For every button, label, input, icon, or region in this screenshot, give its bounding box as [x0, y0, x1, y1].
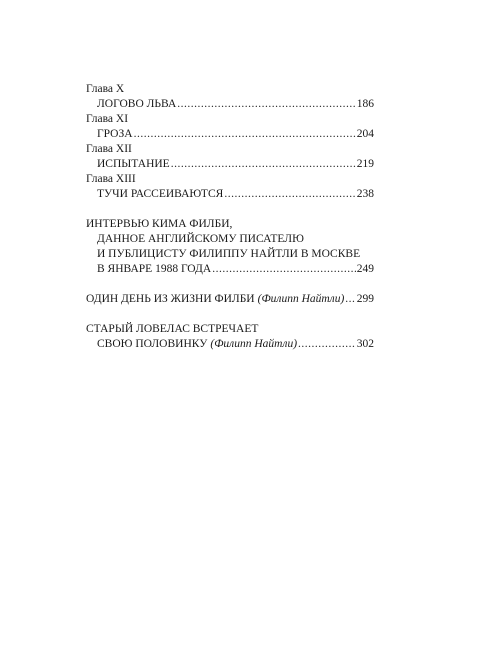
entry-title-line: ИНТЕРВЬЮ КИМА ФИЛБИ,	[86, 218, 233, 230]
toc-chapter-11	[86, 112, 374, 142]
entry-title: ГРОЗА	[97, 128, 133, 140]
table-of-contents	[86, 82, 374, 352]
toc-chapter-13	[86, 172, 374, 202]
dot-leader	[298, 337, 356, 352]
chapter-label: Глава X	[86, 83, 125, 95]
page-number: 186	[356, 98, 374, 110]
entry-title: ТУЧИ РАССЕИВАЮТСЯ	[97, 188, 224, 200]
page-number: 302	[356, 338, 374, 350]
entry-author: (Филипп Найтли)	[257, 293, 345, 305]
toc-old-lovelace[interactable]	[86, 322, 374, 352]
entry-title: ИСПЫТАНИЕ	[97, 158, 170, 170]
entry-title-line: И ПУБЛИЦИСТУ ФИЛИППУ НАЙТЛИ В МОСКВЕ	[97, 248, 361, 260]
page-number: 238	[356, 188, 374, 200]
page-number: 204	[356, 128, 374, 140]
chapter-label: Глава XI	[86, 113, 129, 125]
dot-leader	[171, 157, 356, 172]
toc-entry	[86, 262, 374, 277]
toc-chapter-10	[86, 82, 374, 112]
toc-entry	[86, 337, 374, 352]
toc-entry[interactable]	[86, 97, 374, 112]
dot-leader	[224, 187, 355, 202]
spacer	[86, 307, 374, 322]
spacer	[86, 202, 374, 217]
entry-title: СВОЮ ПОЛОВИНКУ	[97, 338, 208, 350]
entry-title-line: ДАННОЕ АНГЛИЙСКОМУ ПИСАТЕЛЮ	[97, 233, 304, 245]
dot-leader	[212, 262, 356, 277]
entry-title: ЛОГОВО ЛЬВА	[97, 98, 177, 110]
chapter-label: Глава XIII	[86, 173, 136, 185]
toc-entry[interactable]	[86, 127, 374, 142]
toc-entry[interactable]	[86, 187, 374, 202]
chapter-label: Глава XII	[86, 143, 132, 155]
page-number: 219	[356, 158, 374, 170]
toc-entry[interactable]	[86, 157, 374, 172]
page-number: 249	[356, 263, 374, 275]
dot-leader	[177, 97, 355, 112]
dot-leader	[134, 127, 356, 142]
toc-interview[interactable]	[86, 217, 374, 277]
spacer	[86, 277, 374, 292]
entry-author: (Филипп Найтли)	[210, 338, 298, 350]
entry-title: ОДИН ДЕНЬ ИЗ ЖИЗНИ ФИЛБИ	[86, 293, 255, 305]
toc-chapter-12	[86, 142, 374, 172]
page-number: 299	[356, 293, 374, 305]
entry-title: В ЯНВАРЕ 1988 ГОДА	[97, 263, 212, 275]
dot-leader	[345, 292, 355, 307]
entry-title-line: СТАРЫЙ ЛОВЕЛАС ВСТРЕЧАЕТ	[86, 323, 259, 335]
toc-day-in-life[interactable]	[86, 292, 374, 307]
